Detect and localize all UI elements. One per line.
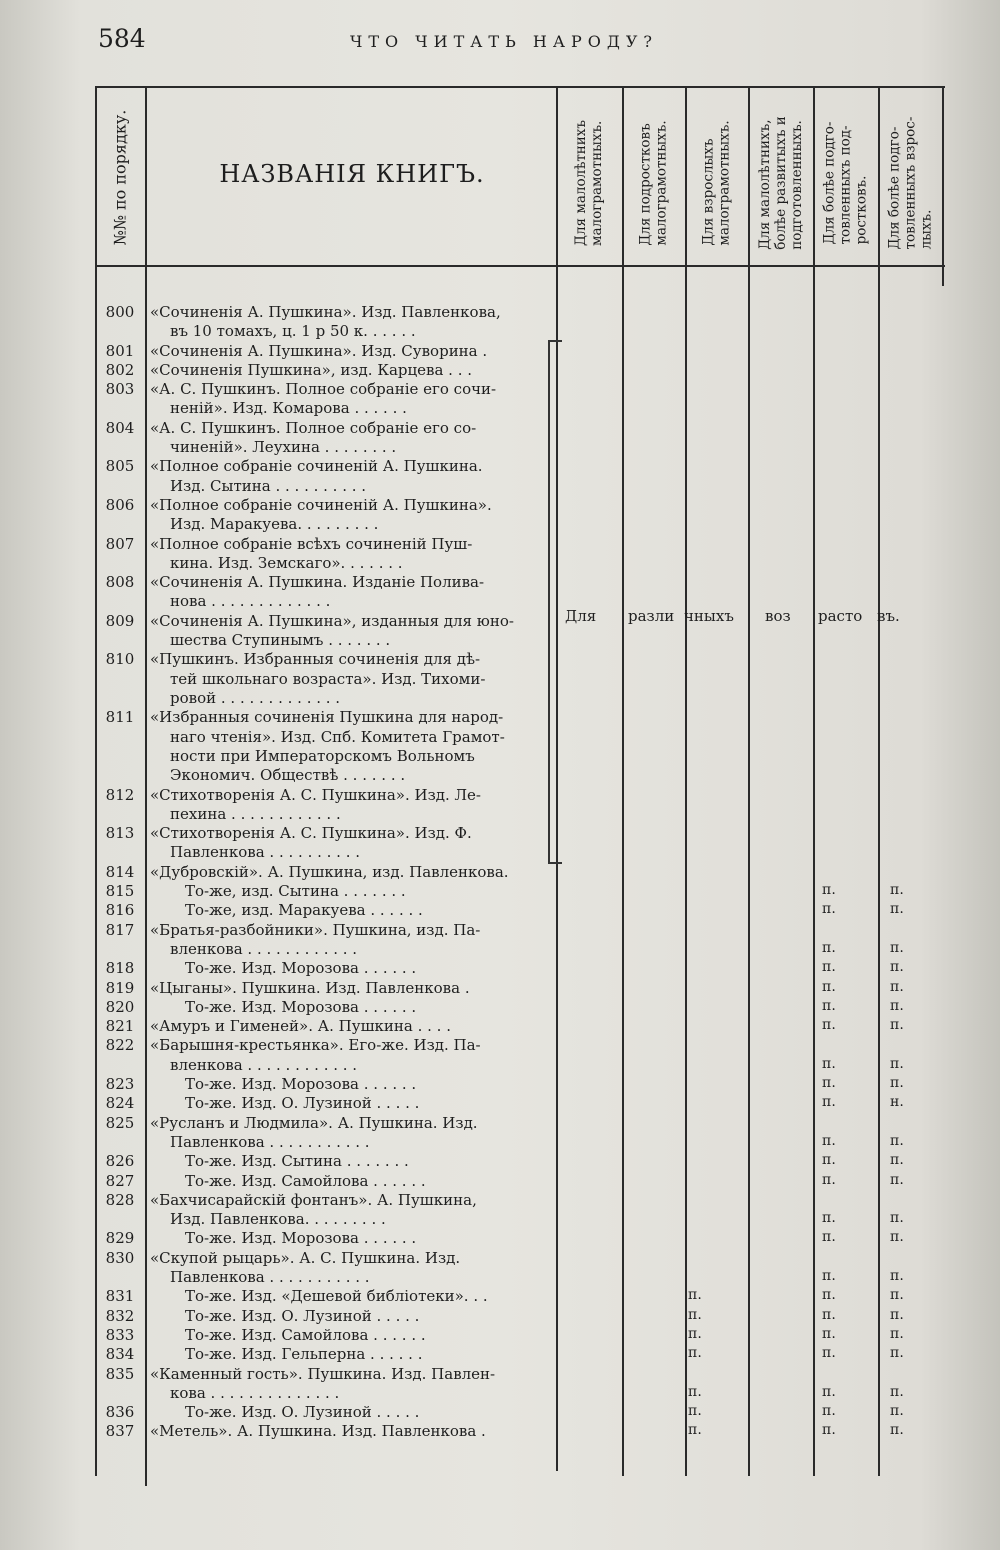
entry-title-line: ности при Императорскомъ Вольномъ: [170, 746, 475, 765]
suitability-mark: п.: [822, 1152, 836, 1169]
entry-title-line: «Дубровскій». А. Пушкина, изд. Павленкова.: [150, 862, 509, 881]
entry-number: 810: [105, 650, 135, 669]
entry-title-line: То-же. Изд. О. Лузиной . . . . .: [185, 1403, 420, 1422]
entry-title-line: въ 10 томахъ, ц. 1 р 50 к. . . . . .: [170, 322, 416, 341]
entry-number: 823: [105, 1075, 135, 1093]
entry-number: 834: [105, 1345, 135, 1364]
suitability-mark: п.: [688, 1306, 702, 1323]
suitability-mark: п.: [822, 939, 836, 956]
suitability-mark: п.: [822, 882, 836, 898]
span-note-1: Для: [565, 607, 597, 625]
suitability-mark: п.: [890, 939, 904, 956]
suitability-mark: п.: [890, 901, 904, 918]
entry-title-line: «Стихотворенія А. С. Пушкина». Изд. Ле-: [150, 785, 482, 804]
entry-number: 813: [105, 824, 135, 843]
entry-title-line: наго чтенія». Изд. Спб. Комитета Грамот-: [170, 727, 505, 746]
entry-number: 800: [105, 303, 135, 321]
entry-title-line: «Цыганы». Пушкина. Изд. Павленкова .: [150, 978, 470, 997]
suitability-mark: п.: [822, 1422, 836, 1439]
entry-title-line: Павленкова . . . . . . . . . .: [170, 843, 361, 862]
col3-rule: [748, 86, 750, 1476]
suitability-mark: п.: [822, 1017, 836, 1034]
col2-rule: [685, 86, 687, 1476]
entry-title-line: «Барышня-крестьянка». Его-же. Изд. Па-: [150, 1036, 481, 1055]
header-col-young-semiliterate: Для малолѣтнихъ малограмотныхъ.: [573, 119, 605, 246]
entry-title-line: шества Ступинымъ . . . . . . .: [170, 631, 391, 650]
entry-number: 815: [105, 882, 135, 900]
entry-number: 816: [105, 901, 135, 920]
entry-title-line: «Амуръ и Гименей». А. Пушкина . . . .: [150, 1017, 451, 1036]
header-col-young-developed: Для малолѣтнихъ, болѣе развитыхъ и подготовленныхъ.: [756, 115, 805, 250]
entry-number: 831: [105, 1287, 135, 1306]
suitability-mark: п.: [822, 1383, 836, 1400]
suitability-mark: п.: [890, 1345, 904, 1362]
entry-number: 819: [105, 978, 135, 997]
suitability-mark: п.: [890, 1132, 904, 1149]
suitability-mark: п.: [890, 882, 904, 898]
entry-number: 805: [105, 457, 135, 476]
entry-title-line: «Сочиненія А. Пушкина». Изд. Суворина .: [150, 341, 488, 360]
entry-number: 814: [105, 862, 135, 881]
suitability-mark: п.: [822, 997, 836, 1014]
entry-title-line: То-же. Изд. Сытина . . . . . . .: [185, 1152, 409, 1171]
entry-title-line: То-же, изд. Сытина . . . . . . .: [185, 882, 406, 900]
col1-rule: [622, 86, 624, 1476]
suitability-mark: п.: [822, 1267, 836, 1284]
header-col-adult-semiliterate: Для взрослыхъ малограмотныхъ.: [700, 119, 733, 246]
entry-number: 822: [105, 1036, 135, 1055]
entry-number: 832: [105, 1306, 135, 1325]
entry-number: 807: [105, 534, 135, 553]
suitability-mark: п.: [890, 1267, 904, 1284]
entry-title-line: То-же, изд. Маракуева . . . . . .: [185, 901, 423, 920]
entry-number: 811: [105, 708, 135, 727]
suitability-mark: п.: [822, 1171, 836, 1188]
suitability-mark: п.: [688, 1422, 702, 1439]
suitability-mark: п.: [890, 1422, 904, 1439]
entry-title-line: «Сочиненія Пушкина», изд. Карцева . . .: [150, 360, 473, 379]
entry-title-line: То-же. Изд. Морозова . . . . . .: [185, 997, 417, 1016]
entry-number: 826: [105, 1152, 135, 1171]
suitability-mark: п.: [822, 978, 836, 995]
entry-title-line: Павленкова . . . . . . . . . . .: [170, 1267, 370, 1286]
header-bottom-rule: [95, 265, 945, 267]
suitability-mark: п.: [688, 1325, 702, 1342]
entry-title-line: «Сочиненія А. Пушкина», изданныя для юно-: [150, 611, 514, 630]
header-col-teen-prepared: Для болѣе подго- товленныхъ под- ростковъ.: [821, 121, 870, 244]
running-head: ЧТО ЧИТАТЬ НАРОДУ?: [350, 32, 658, 51]
suitability-mark: н.: [890, 1094, 904, 1111]
entry-title-line: То-же. Изд. О. Лузиной . . . . .: [185, 1306, 420, 1325]
entry-title-line: кина. Изд. Земскаго». . . . . . .: [170, 553, 403, 572]
entry-title-line: «Метель». А. Пушкина. Изд. Павленкова .: [150, 1422, 486, 1441]
entry-number: 801: [105, 341, 135, 360]
num-col-rule: [145, 86, 147, 1486]
suitability-mark: п.: [822, 1306, 836, 1323]
entry-number: 829: [105, 1229, 135, 1248]
suitability-mark: п.: [688, 1287, 702, 1304]
suitability-mark: п.: [822, 1287, 836, 1304]
entry-title-line: Изд. Сытина . . . . . . . . . .: [170, 476, 367, 495]
entry-number: 809: [105, 611, 135, 630]
entry-title-line: неній». Изд. Комарова . . . . . .: [170, 399, 407, 418]
suitability-mark: п.: [890, 1171, 904, 1188]
entry-number: 833: [105, 1325, 135, 1344]
col5-rule: [878, 86, 880, 1476]
entry-title-line: вленкова . . . . . . . . . . . .: [170, 1055, 358, 1074]
entry-number: 830: [105, 1248, 135, 1267]
entry-title-line: «А. С. Пушкинъ. Полное собраніе его сочи-: [150, 380, 497, 399]
entry-number: 827: [105, 1171, 135, 1190]
entry-title-line: «Сочиненія А. Пушкина». Изд. Павленкова,: [150, 303, 501, 321]
span-note-2: разли: [628, 607, 675, 625]
entry-title-line: «Пушкинъ. Избранныя сочиненія для дѣ-: [150, 650, 481, 669]
entry-number: 836: [105, 1403, 135, 1422]
suitability-mark: п.: [822, 959, 836, 976]
entry-title-line: вленкова . . . . . . . . . . . .: [170, 939, 358, 958]
suitability-mark: п.: [688, 1403, 702, 1420]
suitability-mark: п.: [890, 1075, 904, 1091]
entry-number: 825: [105, 1113, 135, 1132]
col4-rule: [813, 86, 815, 1476]
header-number: №№ по порядку.: [110, 109, 130, 245]
entry-title-line: «Братья-разбойники». Пушкина, изд. Па-: [150, 920, 481, 939]
suitability-mark: п.: [822, 1055, 836, 1072]
entry-title-line: чиненій». Леухина . . . . . . . .: [170, 438, 397, 457]
entry-title-line: «Полное собраніе сочиненій А. Пушкина».: [150, 496, 492, 514]
group-brace: [548, 340, 562, 864]
entry-title-line: Павленкова . . . . . . . . . . .: [170, 1132, 370, 1151]
suitability-mark: п.: [822, 1094, 836, 1111]
entry-title-line: То-же. Изд. О. Лузиной . . . . .: [185, 1094, 420, 1113]
entry-number: 824: [105, 1094, 135, 1113]
entry-number: 828: [105, 1190, 135, 1209]
entry-title-line: Экономич. Обществѣ . . . . . . .: [170, 766, 406, 785]
entry-title-line: «А. С. Пушкинъ. Полное собраніе его со-: [150, 418, 477, 437]
entry-number: 802: [105, 360, 135, 379]
entry-title-line: Изд. Павленкова. . . . . . . . .: [170, 1210, 386, 1229]
entry-title-line: «Скупой рыцарь». А. С. Пушкина. Изд.: [150, 1248, 461, 1267]
entry-number: 821: [105, 1017, 135, 1036]
entry-title-line: То-же. Изд. Самойлова . . . . . .: [185, 1171, 426, 1190]
entry-number: 837: [105, 1422, 135, 1441]
entry-title-line: «Русланъ и Людмила». А. Пушкина. Изд.: [150, 1113, 478, 1132]
suitability-mark: п.: [822, 1403, 836, 1420]
entry-number: 817: [105, 920, 135, 939]
suitability-mark: п.: [822, 1075, 836, 1091]
suitability-mark: п.: [890, 1403, 904, 1420]
suitability-mark: п.: [890, 1383, 904, 1400]
entry-title-line: «Стихотворенія А. С. Пушкина». Изд. Ф.: [150, 824, 472, 843]
entry-title-line: нова . . . . . . . . . . . . .: [170, 592, 331, 611]
suitability-mark: п.: [822, 1132, 836, 1149]
entry-title-line: «Полное собраніе всѣхъ сочиненій Пуш-: [150, 534, 473, 553]
span-note-4: воз: [765, 607, 791, 625]
entry-number: 812: [105, 785, 135, 804]
suitability-mark: п.: [688, 1383, 702, 1400]
entry-number: 806: [105, 496, 135, 514]
entry-title-line: Изд. Маракуева. . . . . . . . .: [170, 515, 379, 534]
suitability-mark: п.: [890, 1229, 904, 1246]
entry-title-line: «Каменный гость». Пушкина. Изд. Павлен-: [150, 1364, 496, 1383]
entry-title-line: ровой . . . . . . . . . . . . .: [170, 688, 341, 707]
entry-title-line: тей школьнаго возраста». Изд. Тихоми-: [170, 669, 486, 688]
table-left-rule: [95, 86, 97, 1476]
header-book-titles: НАЗВАНІЯ КНИГЪ.: [219, 160, 485, 188]
entry-title-line: «Полное собраніе сочиненій А. Пушкина.: [150, 457, 483, 476]
entry-title-line: То-же. Изд. «Дешевой библіотеки». . .: [185, 1287, 488, 1306]
entry-title-line: «Избранныя сочиненія Пушкина для народ-: [150, 708, 504, 727]
table-right-rule: [942, 86, 944, 286]
span-note-6: въ.: [877, 607, 900, 625]
entry-title-line: То-же. Изд. Морозова . . . . . .: [185, 1075, 417, 1093]
suitability-mark: п.: [822, 1325, 836, 1342]
header-col-teen-semiliterate: Для подростковъ малограмотныхъ.: [637, 119, 670, 246]
header-col-adult-prepared: Для болѣе подго- товленныхъ взрос- лыхъ.: [886, 116, 935, 249]
entry-number: 804: [105, 418, 135, 437]
suitability-mark: п.: [688, 1345, 702, 1362]
suitability-mark: п.: [890, 1287, 904, 1304]
suitability-mark: п.: [890, 1017, 904, 1034]
entry-title-line: кова . . . . . . . . . . . . . .: [170, 1383, 340, 1402]
suitability-mark: п.: [822, 1229, 836, 1246]
entry-number: 820: [105, 997, 135, 1016]
span-note-3: чныхъ: [684, 607, 734, 625]
span-note-5: расто: [818, 607, 863, 625]
entry-title-line: пехина . . . . . . . . . . . .: [170, 804, 341, 823]
suitability-mark: п.: [822, 1345, 836, 1362]
entry-number: 835: [105, 1364, 135, 1383]
entry-title-line: «Сочиненія А. Пушкина. Изданіе Полива-: [150, 573, 485, 592]
page-number: 584: [98, 24, 146, 53]
suitability-mark: п.: [890, 1152, 904, 1169]
entry-title-line: «Бахчисарайскій фонтанъ». А. Пушкина,: [150, 1190, 477, 1209]
suitability-mark: п.: [890, 1306, 904, 1323]
suitability-mark: п.: [822, 901, 836, 918]
suitability-mark: п.: [890, 959, 904, 976]
entry-title-line: То-же. Изд. Самойлова . . . . . .: [185, 1325, 426, 1344]
entry-title-line: То-же. Изд. Морозова . . . . . .: [185, 959, 417, 978]
suitability-mark: п.: [890, 997, 904, 1014]
entry-number: 803: [105, 380, 135, 399]
entry-number: 808: [105, 573, 135, 592]
suitability-mark: п.: [890, 1055, 904, 1072]
suitability-mark: п.: [822, 1210, 836, 1227]
entry-title-line: То-же. Изд. Гельперна . . . . . .: [185, 1345, 423, 1364]
entry-number: 818: [105, 959, 135, 978]
suitability-mark: п.: [890, 978, 904, 995]
suitability-mark: п.: [890, 1210, 904, 1227]
entry-title-line: То-же. Изд. Морозова . . . . . .: [185, 1229, 417, 1248]
suitability-mark: п.: [890, 1325, 904, 1342]
table-top-rule: [95, 86, 945, 88]
